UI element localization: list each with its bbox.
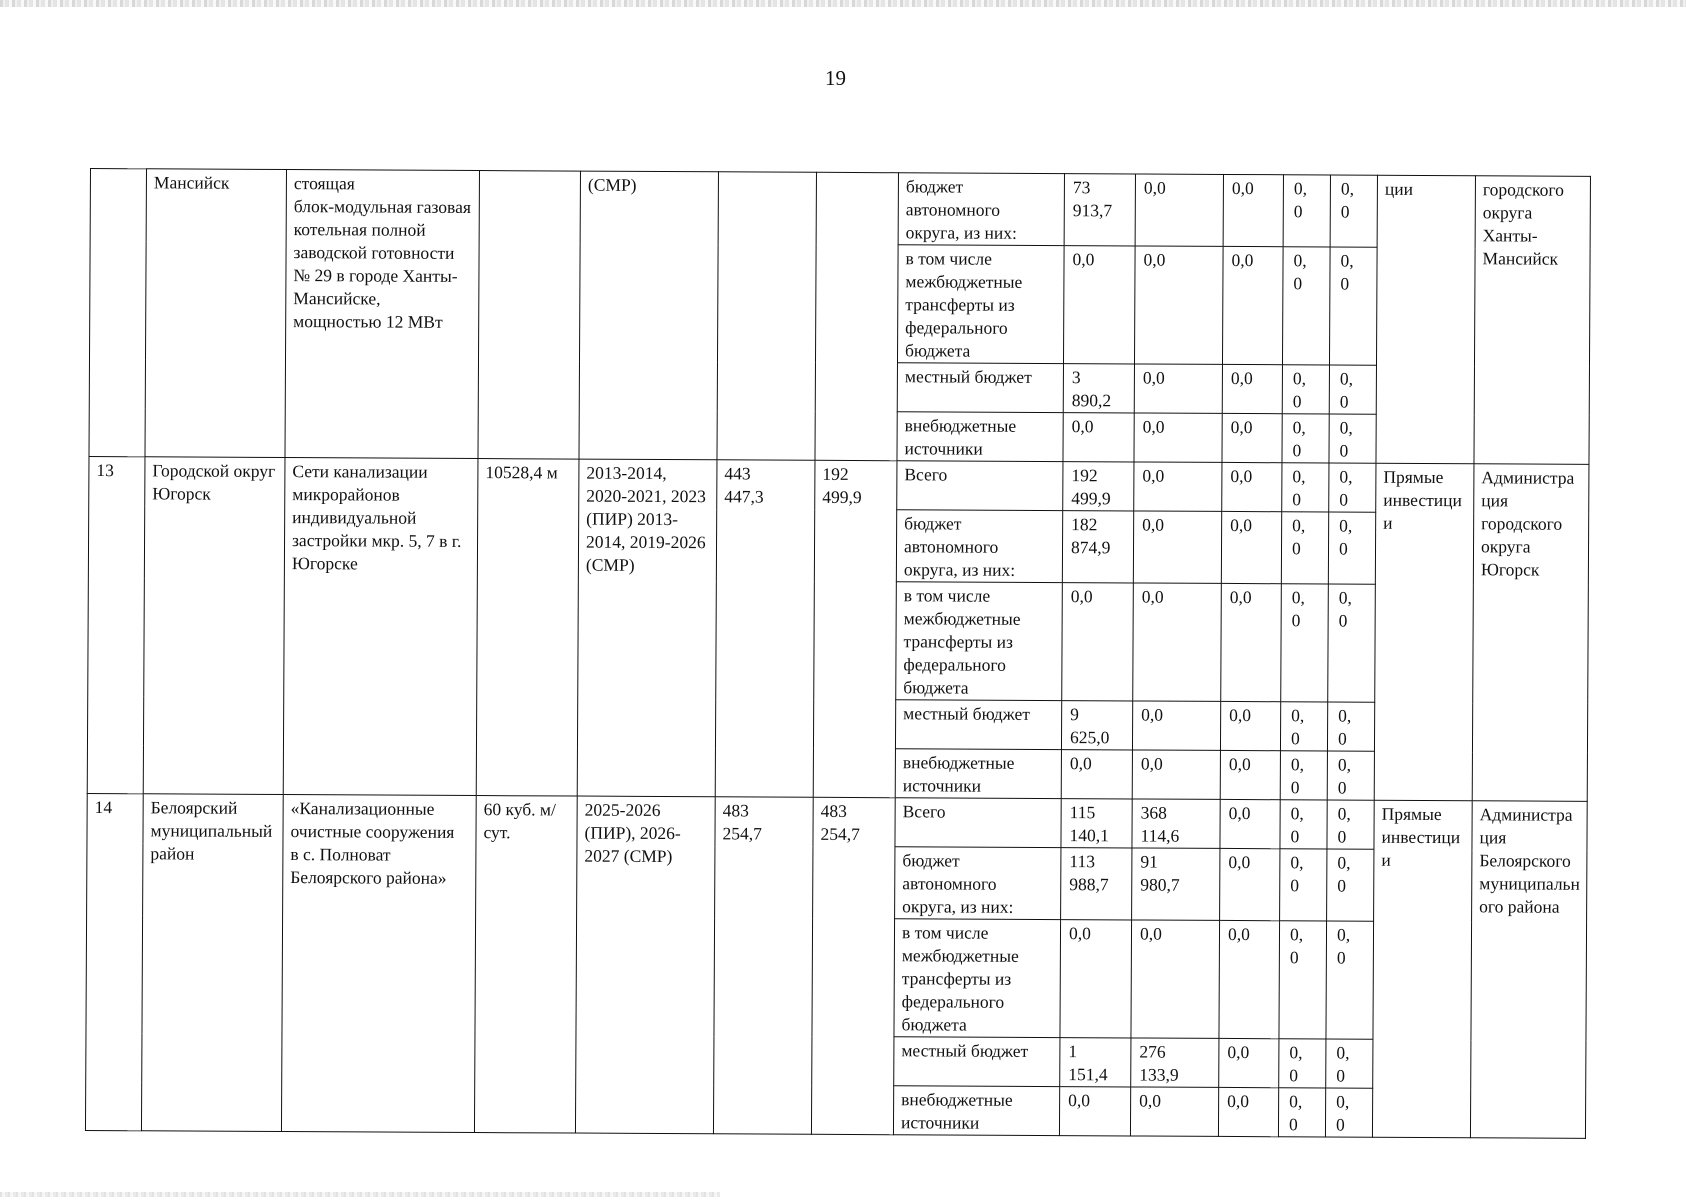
- amount-cell: 0, 0: [1282, 414, 1329, 463]
- remaining-cost-cell: 483 254,7: [811, 797, 895, 1134]
- amount-cell: 0,0: [1133, 583, 1222, 701]
- amount-cell: 0,0: [1220, 799, 1280, 848]
- amount-cell: 0,0: [1134, 413, 1222, 462]
- amount-cell: 0,0: [1222, 462, 1282, 511]
- amount-cell: 0,0: [1220, 750, 1280, 799]
- amount-cell: 0,0: [1133, 511, 1221, 583]
- amount-cell: 0,0: [1218, 1087, 1278, 1136]
- municipality-cell: Мансийск: [145, 169, 287, 458]
- amount-cell: 0, 0: [1279, 1039, 1326, 1088]
- amount-cell: 0,0: [1134, 364, 1222, 413]
- table-row: [87, 793, 1587, 850]
- amount-cell: 0,0: [1219, 920, 1280, 1038]
- funding-source-cell: местный бюджет: [897, 363, 1063, 413]
- estimated-cost-cell: [717, 172, 817, 461]
- remaining-cost-cell: 192 499,9: [813, 460, 897, 797]
- object-cell: Сети канализации микрорайонов индивидуальной застройки мкр. 5, 7 в г. Югорске: [283, 458, 478, 796]
- amount-cell: 0, 0: [1280, 751, 1327, 800]
- amount-cell: 0, 0: [1282, 463, 1329, 512]
- amount-cell: 0, 0: [1326, 1039, 1373, 1088]
- funding-source-cell: местный бюджет: [894, 1037, 1060, 1087]
- municipality-cell: Городской округ Югорск: [143, 457, 285, 795]
- amount-cell: 0, 0: [1281, 584, 1329, 702]
- row-number-cell: 14: [85, 793, 143, 1130]
- amount-cell: 0,0: [1223, 174, 1283, 246]
- amount-cell: 0, 0: [1280, 849, 1327, 921]
- amount-cell: 0,0: [1222, 413, 1282, 462]
- amount-cell: 0,0: [1135, 174, 1223, 246]
- period-cell: (СМР): [579, 171, 719, 460]
- amount-cell: 0,0: [1134, 246, 1223, 364]
- amount-cell: 115 140,1: [1061, 799, 1132, 848]
- amount-cell: 0,0: [1060, 920, 1132, 1038]
- funding-source-cell: внебюджетные источники: [895, 749, 1061, 799]
- responsible-cell: городского округа Ханты-Мансийск: [1474, 176, 1591, 465]
- amount-cell: 0,0: [1222, 246, 1283, 364]
- amount-cell: 0, 0: [1329, 247, 1377, 365]
- funding-source-cell: в том числе межбюджетные трансферты из федерального бюджета: [896, 582, 1063, 701]
- funding-source-cell: бюджет автономного округа, из них:: [895, 847, 1061, 920]
- amount-cell: 1 151,4: [1060, 1038, 1131, 1087]
- amount-cell: 0, 0: [1281, 512, 1328, 584]
- amount-cell: 0, 0: [1278, 1088, 1325, 1137]
- amount-cell: 0,0: [1130, 1087, 1218, 1136]
- amount-cell: 0, 0: [1326, 921, 1374, 1039]
- amount-cell: 0, 0: [1283, 175, 1330, 247]
- funding-source-cell: бюджет автономного округа, из них:: [898, 173, 1064, 246]
- amount-cell: 0,0: [1131, 920, 1220, 1038]
- scan-edge-bottom: [0, 1192, 720, 1197]
- funding-source-cell: Всего: [897, 461, 1063, 511]
- amount-cell: 0,0: [1061, 750, 1132, 799]
- capacity-cell: [478, 171, 581, 460]
- amount-cell: 0, 0: [1328, 584, 1376, 702]
- amount-cell: 91 980,7: [1132, 848, 1220, 920]
- amount-cell: 0,0: [1220, 848, 1280, 920]
- table-body: [85, 169, 1590, 1139]
- amount-cell: 0, 0: [1329, 414, 1376, 463]
- amount-cell: 0, 0: [1328, 512, 1375, 584]
- responsible-cell: Администрация городского округа Югорск: [1472, 464, 1589, 802]
- remaining-cost-cell: [815, 172, 899, 460]
- funding-source-cell: внебюджетные источники: [893, 1086, 1059, 1136]
- amount-cell: 0,0: [1059, 1087, 1130, 1136]
- row-number-cell: 13: [87, 456, 145, 793]
- amount-cell: 0,0: [1219, 1038, 1279, 1087]
- amount-cell: 0,0: [1222, 364, 1282, 413]
- period-cell: 2013-2014, 2020-2021, 2023 (ПИР) 2013-2014, 2019-2026 (СМР): [577, 459, 717, 797]
- amount-cell: 0, 0: [1327, 849, 1374, 921]
- table-row: [90, 169, 1590, 249]
- amount-cell: 0,0: [1132, 701, 1220, 750]
- capacity-cell: 60 куб. м/сут.: [474, 796, 577, 1134]
- amount-cell: 3 890,2: [1063, 364, 1134, 413]
- amount-cell: 0, 0: [1279, 921, 1327, 1039]
- amount-cell: 192 499,9: [1063, 462, 1134, 511]
- amount-cell: 9 625,0: [1061, 701, 1132, 750]
- funding-source-cell: в том числе межбюджетные трансферты из федерального бюджета: [894, 919, 1061, 1038]
- amount-cell: 182 874,9: [1062, 511, 1133, 583]
- amount-cell: 0,0: [1221, 511, 1281, 583]
- amount-cell: 0,0: [1134, 462, 1222, 511]
- funding-source-cell: бюджет автономного округа, из них:: [896, 510, 1062, 583]
- funding-source-cell: местный бюджет: [895, 700, 1061, 750]
- amount-cell: 0,0: [1063, 246, 1135, 364]
- amount-cell: 368 114,6: [1132, 799, 1220, 848]
- investment-form-cell: ции: [1376, 175, 1476, 464]
- funding-source-cell: в том числе межбюджетные трансферты из федерального бюджета: [897, 245, 1064, 364]
- funding-source-cell: внебюджетные источники: [897, 412, 1063, 462]
- amount-cell: 0, 0: [1327, 702, 1374, 751]
- period-cell: 2025-2026 (ПИР), 2026-2027 (СМР): [575, 796, 715, 1134]
- amount-cell: 0, 0: [1327, 751, 1374, 800]
- amount-cell: 0, 0: [1329, 463, 1376, 512]
- object-cell: «Канализационные очистные сооружения в с. Полноват Белоярского района»: [281, 795, 476, 1133]
- object-cell: стоящая блок-модульная газовая котельная полной заводской готовности № 29 в городе Ханты-Мансийске, мощностью 12 МВт: [285, 170, 480, 459]
- estimated-cost-cell: 443 447,3: [715, 460, 815, 798]
- amount-cell: 0,0: [1062, 583, 1134, 701]
- amount-cell: 113 988,7: [1061, 848, 1132, 920]
- amount-cell: 0,0: [1220, 701, 1280, 750]
- amount-cell: 73 913,7: [1064, 174, 1135, 246]
- amount-cell: 0, 0: [1282, 247, 1330, 365]
- estimated-cost-cell: 483 254,7: [713, 797, 813, 1135]
- amount-cell: 0, 0: [1282, 365, 1329, 414]
- amount-cell: 0, 0: [1330, 175, 1377, 247]
- amount-cell: 0,0: [1063, 413, 1134, 462]
- page-number: 19: [825, 66, 846, 90]
- amount-cell: 0, 0: [1327, 800, 1374, 849]
- amount-cell: 0, 0: [1280, 702, 1327, 751]
- investment-table-container: [85, 168, 1590, 1139]
- funding-source-cell: Всего: [895, 798, 1061, 848]
- amount-cell: 0,0: [1132, 750, 1220, 799]
- amount-cell: 276 133,9: [1131, 1038, 1219, 1087]
- capacity-cell: 10528,4 м: [476, 459, 579, 797]
- row-number-cell: [89, 169, 147, 457]
- responsible-cell: Администрация Белоярского муниципального района: [1470, 801, 1587, 1139]
- amount-cell: 0, 0: [1329, 365, 1376, 414]
- municipality-cell: Белоярский муниципальный район: [141, 794, 283, 1132]
- investment-form-cell: Прямые инвестиции: [1372, 800, 1472, 1138]
- scan-edge-top: [0, 0, 1686, 7]
- amount-cell: 0,0: [1221, 583, 1282, 701]
- amount-cell: 0, 0: [1325, 1088, 1372, 1137]
- investment-form-cell: Прямые инвестиции: [1374, 463, 1474, 801]
- amount-cell: 0, 0: [1280, 800, 1327, 849]
- investment-table: [85, 168, 1591, 1139]
- table-row: [89, 456, 1589, 513]
